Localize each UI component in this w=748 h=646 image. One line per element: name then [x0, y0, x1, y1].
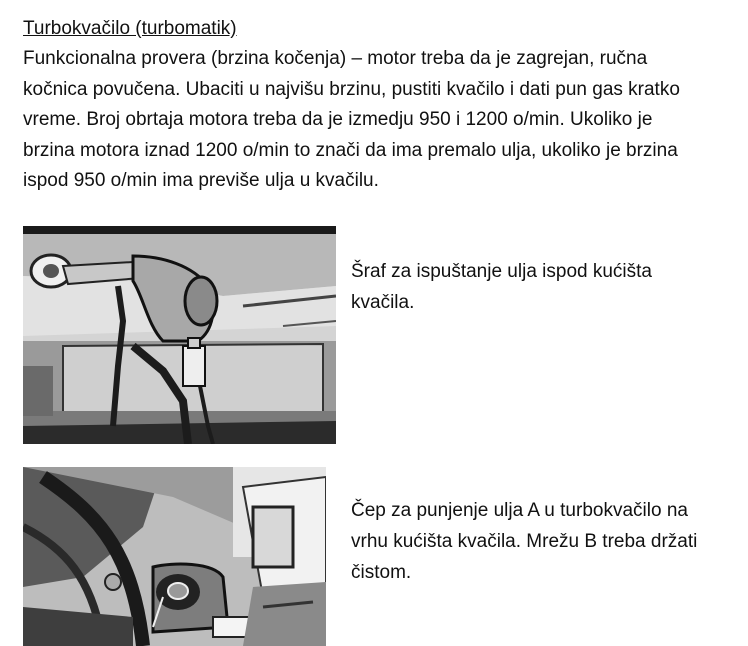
caption-line: kvačila.: [351, 292, 415, 313]
section-title: Turbokvačilo (turbomatik): [23, 18, 237, 39]
caption-line: Čep za punjenje ulja A u turbokvačilo na: [351, 500, 688, 521]
intro-line: brzina motora iznad 1200 o/min to znači da ima premalo ulja, ukoliko je brzina: [23, 139, 678, 161]
intro-line: kočnica povučena. Ubaciti u najvišu brzinu, pustiti kvačilo i dati pun gas kratko: [23, 78, 680, 100]
intro-paragraph: [23, 44, 680, 197]
filler-plug-caption: [351, 495, 697, 588]
caption-line: čistom.: [351, 562, 412, 583]
drain-screw-caption: [351, 256, 652, 318]
intro-line: Funkcionalna provera (brzina kočenja) – motor treba da je zagrejan, ručna: [23, 48, 648, 69]
drain-screw-photo: [23, 226, 336, 444]
caption-line: Šraf za ispuštanje ulja ispod kućišta: [351, 261, 652, 282]
intro-line: ispod 950 o/min ima previše ulja u kvačilu.: [23, 170, 379, 191]
intro-line: vreme. Broj obrtaja motora treba da je izmedju 950 i 1200 o/min. Ukoliko je: [23, 109, 653, 130]
filler-plug-photo: [23, 467, 326, 646]
caption-line: vrhu kućišta kvačila. Mrežu B treba držati: [351, 531, 698, 552]
